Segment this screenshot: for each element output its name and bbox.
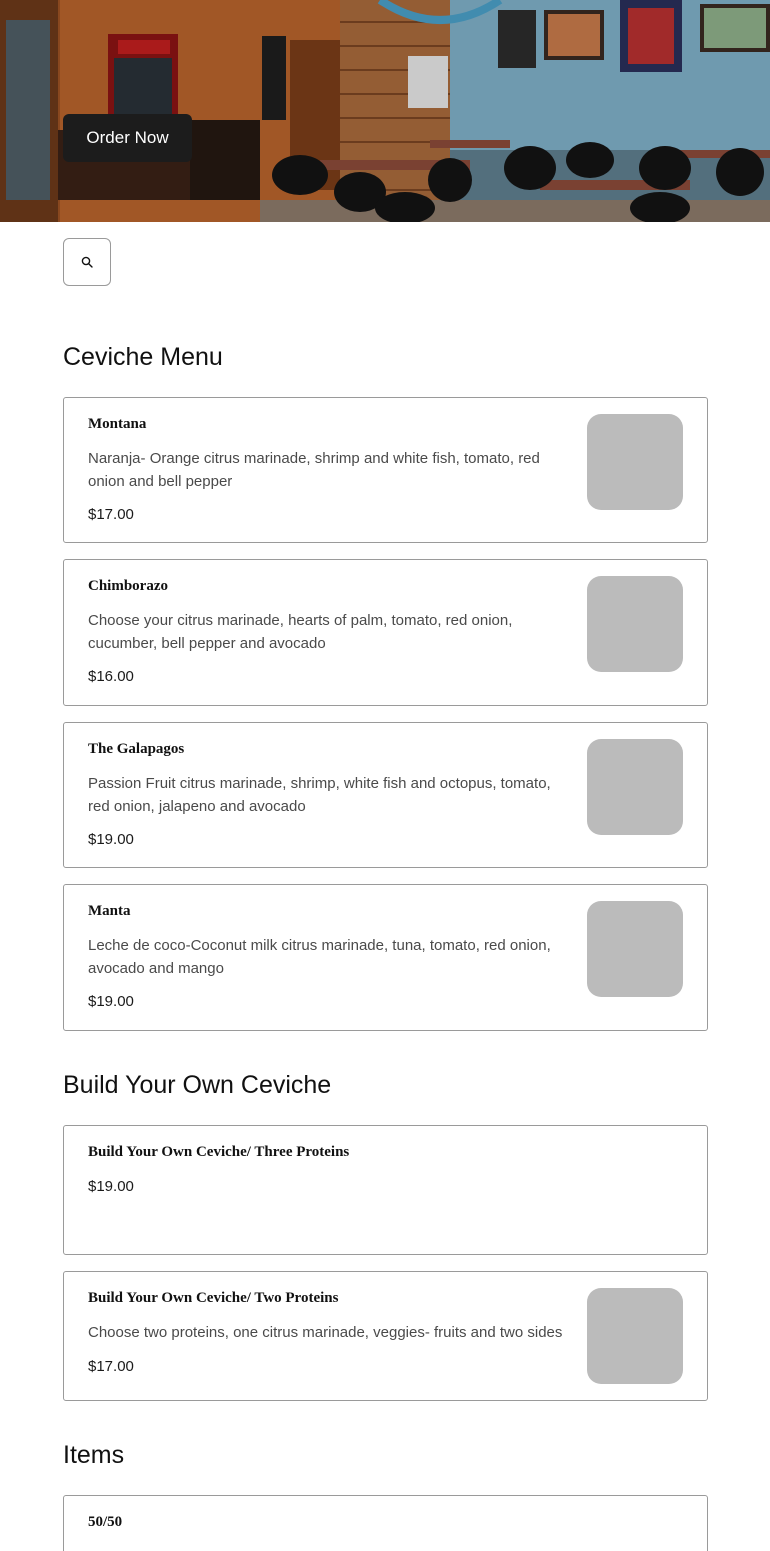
menu-item-name: 50/50 <box>88 1514 123 1530</box>
hero-banner <box>0 0 770 222</box>
menu-item-price: $19.00 <box>88 831 134 848</box>
menu-item-image <box>587 1288 683 1384</box>
restaurant-interior-photo <box>0 0 770 222</box>
menu-item-card[interactable] <box>63 1125 708 1255</box>
section-title-items: Items <box>63 1441 125 1469</box>
menu-item-card[interactable] <box>63 884 708 1031</box>
menu-item-card[interactable] <box>63 559 708 706</box>
menu-item-image <box>587 739 683 835</box>
section-title-build-your-own: Build Your Own Ceviche <box>63 1071 332 1099</box>
menu-item-description: Naranja- Orange citrus marinade, shrimp and white fish, tomato, red onion and bell pepper <box>88 450 540 490</box>
menu-item-price: $19.00 <box>88 993 134 1010</box>
menu-item-card[interactable] <box>63 1495 708 1551</box>
menu-item-card[interactable] <box>63 722 708 868</box>
search-button[interactable] <box>63 238 111 286</box>
menu-item-description: Choose your citrus marinade, hearts of palm, tomato, red onion, cucumber, bell pepper and avocado <box>88 612 513 652</box>
search-icon <box>81 256 93 268</box>
menu-item-image <box>587 576 683 672</box>
menu-item-name: Montana <box>88 416 147 432</box>
menu-item-description: Choose two proteins, one citrus marinade, veggies- fruits and two sides <box>88 1324 563 1341</box>
menu-item-price: $17.00 <box>88 506 134 523</box>
menu-item-card[interactable] <box>63 1271 708 1401</box>
menu-item-name: Manta <box>88 903 131 919</box>
menu-item-price: $19.00 <box>88 1178 134 1195</box>
section-title-ceviche-menu: Ceviche Menu <box>63 343 223 371</box>
menu-item-name: The Galapagos <box>88 741 185 757</box>
menu-item-card[interactable] <box>63 397 708 543</box>
menu-item-name: Chimborazo <box>88 578 168 594</box>
menu-item-price: $16.00 <box>88 668 134 685</box>
menu-item-image <box>587 901 683 997</box>
menu-item-name: Build Your Own Ceviche/ Three Proteins <box>88 1144 350 1160</box>
menu-item-description: Leche de coco-Coconut milk citrus marinade, tuna, tomato, red onion, avocado and mango <box>88 937 551 977</box>
order-now-button[interactable]: Order Now <box>63 114 192 162</box>
menu-item-price: $17.00 <box>88 1358 134 1375</box>
menu-item-description: Passion Fruit citrus marinade, shrimp, white fish and octopus, tomato, red onion, jalapeno and avocado <box>88 775 551 815</box>
menu-item-name: Build Your Own Ceviche/ Two Proteins <box>88 1290 339 1306</box>
menu-item-image <box>587 414 683 510</box>
